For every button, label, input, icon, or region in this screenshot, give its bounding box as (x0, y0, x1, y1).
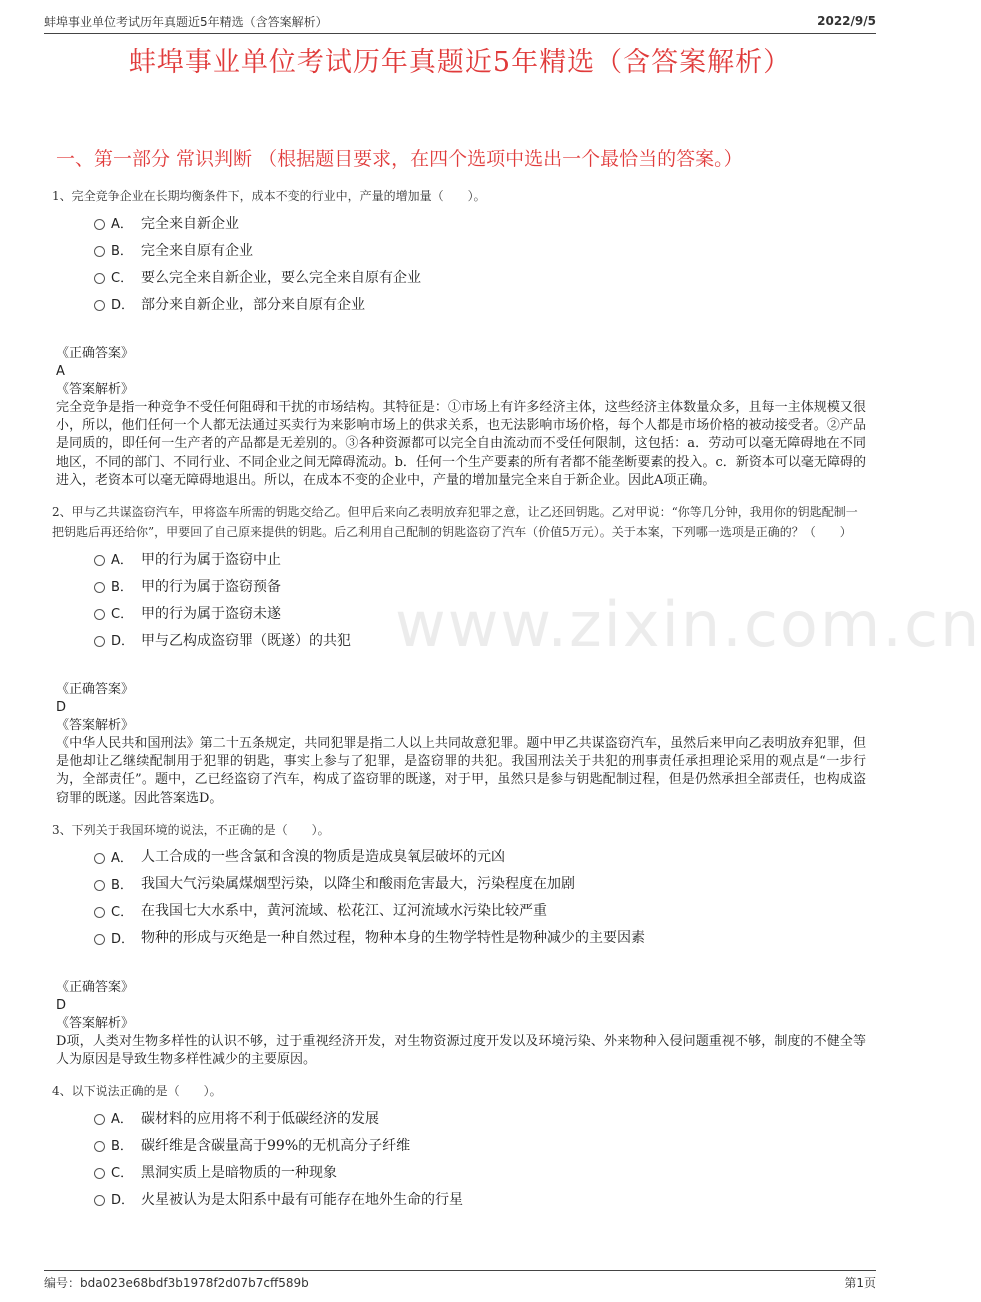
answer-label: 《正确答案》 (56, 979, 135, 995)
option-b[interactable] (94, 236, 866, 263)
option-letter: A． (111, 553, 133, 569)
radio-icon[interactable] (94, 934, 105, 945)
answer-value: A (56, 364, 65, 379)
option-b[interactable] (94, 1131, 866, 1158)
option-text: 物种的形成与灭绝是一种自然过程，物种本身的生物学特性是物种减少的主要因素 (141, 930, 645, 947)
option-text: 碳材料的应用将不利于低碳经济的发展 (141, 1110, 379, 1127)
radio-icon[interactable] (94, 609, 105, 620)
document-title: 蚌埠事业单位考试历年真题近5年精选（含答案解析） (128, 47, 792, 78)
question-1 (52, 186, 866, 490)
question-4 (52, 1081, 866, 1212)
option-text: 在我国七大水系中，黄河流域、松花江、辽河流域水污染比较严重 (141, 903, 547, 920)
answer-value: D (56, 997, 67, 1013)
option-letter: B． (111, 877, 133, 893)
footer-code: 编号：bda023e68bdf3b1978f2d07b7cff589b (44, 1276, 309, 1290)
option-text: 完全来自原有企业 (141, 242, 253, 259)
option-list (94, 209, 866, 317)
option-letter: C． (111, 904, 134, 920)
option-b[interactable] (94, 870, 866, 897)
option-text: 人工合成的一些含氯和含溴的物质是造成臭氧层破坏的元凶 (141, 849, 505, 866)
question-list (52, 186, 866, 1240)
radio-icon[interactable] (94, 880, 105, 891)
radio-icon[interactable] (94, 219, 105, 230)
option-d[interactable] (94, 290, 866, 317)
option-text: 甲的行为属于盗窃未遂 (141, 605, 281, 622)
option-letter: D． (111, 634, 135, 650)
answer-value: D (56, 700, 67, 716)
option-letter: C． (111, 607, 134, 623)
page-header (44, 12, 876, 34)
explanation-text: 完全竞争是指一种竞争不受任何阻碍和干扰的市场结构。其特征是：①市场上有许多经济主体，这些经济主体数量众多，且每一主体规模又很小，所以，他们任何一个人都无法通过买卖行为来影响市场上的供求关系，也无法影响市场价格，每个人都是市场价格的被动接受者。②产品是同质的，即任何一生产者的产品都是无差别的。③各种资源都可以完全自由流动而不受任何限制，这包括：a．劳动可以毫无障碍地在不同地区，不同的部门、不同行业、不同企业之间无障碍流动。b．任何一个生产要素的所有者都不能垄断要素的投入。c．新资本可以毫无障碍的进入，老资本可以毫无障碍地退出。所以，在成本不变的企业中，产量的增加量完全来自于新企业。因此A项正确。 (56, 400, 866, 488)
radio-icon[interactable] (94, 246, 105, 257)
option-c[interactable] (94, 1158, 866, 1185)
page-footer (44, 1270, 876, 1291)
option-c[interactable] (94, 897, 866, 924)
radio-icon[interactable] (94, 300, 105, 311)
explanation-label: 《答案解析》 (56, 1015, 135, 1031)
option-a[interactable] (94, 1104, 866, 1131)
radio-icon[interactable] (94, 1168, 105, 1179)
option-a[interactable] (94, 545, 866, 572)
watermark: www.zixin.com.cn (395, 588, 981, 661)
option-text: 甲与乙构成盗窃罪（既遂）的共犯 (141, 632, 351, 649)
option-b[interactable] (94, 572, 866, 599)
question-stem: 3、下列关于我国环境的说法，不正确的是（ ）。 (52, 822, 330, 837)
explanation-label: 《答案解析》 (56, 382, 135, 397)
option-letter: B． (111, 244, 133, 259)
radio-icon[interactable] (94, 853, 105, 864)
radio-icon[interactable] (94, 1195, 105, 1206)
option-text: 碳纤维是含碳量高于99%的无机高分子纤维 (141, 1137, 411, 1154)
option-letter: B． (111, 1139, 133, 1155)
option-a[interactable] (94, 209, 866, 236)
radio-icon[interactable] (94, 1114, 105, 1125)
question-3 (52, 820, 866, 1069)
option-c[interactable] (94, 599, 866, 626)
option-list (94, 843, 866, 951)
explanation-text: D项，人类对生物多样性的认识不够，过于重视经济开发，对生物资源过度开发以及环境污染、外来物种入侵问题重视不够，制度的不健全等人为原因是导致生物多样性减少的主要原因。 (56, 1033, 866, 1068)
header-date: 2022/9/5 (817, 14, 876, 28)
option-list (94, 1104, 866, 1212)
question-2 (52, 502, 866, 808)
option-d[interactable] (94, 1185, 866, 1212)
answer-label: 《正确答案》 (56, 682, 135, 698)
question-stem: 1、完全竞争企业在长期均衡条件下，成本不变的行业中，产量的增加量（ ）。 (52, 189, 486, 203)
footer-page-number: 第1页 (844, 1276, 876, 1290)
option-letter: D． (111, 1193, 135, 1209)
option-letter: C． (111, 271, 134, 286)
radio-icon[interactable] (94, 636, 105, 647)
radio-icon[interactable] (94, 1141, 105, 1152)
option-letter: A． (111, 1112, 133, 1128)
radio-icon[interactable] (94, 555, 105, 566)
option-text: 甲的行为属于盗窃预备 (141, 578, 281, 595)
question-stem: 2、甲与乙共谋盗窃汽车，甲将盗车所需的钥匙交给乙。但甲后来向乙表明放弃犯罪之意，让乙还回钥匙。乙对甲说：“你等几分钟，我用你的钥匙配制一把钥匙后再还给你”，甲要回了自己原来提供的钥匙。后乙利用自己配制的钥匙盗窃了汽车（价值5万元）。关于本案，下列哪一选项是正确的？（ ） (52, 505, 858, 540)
option-d[interactable] (94, 626, 866, 653)
option-d[interactable] (94, 924, 866, 951)
option-letter: D． (111, 298, 135, 313)
option-text: 要么完全来自新企业，要么完全来自原有企业 (141, 269, 421, 286)
question-stem: 4、以下说法正确的是（ ）。 (52, 1084, 222, 1099)
explanation-text: 《中华人民共和国刑法》第二十五条规定，共同犯罪是指二人以上共同故意犯罪。题中甲乙共谋盗窃汽车，虽然后来甲向乙表明放弃犯罪，但是他却让乙继续配制用于犯罪的钥匙，事实上参与了犯罪，是盗窃罪的共犯。我国刑法关于共犯的刑事责任承担理论采用的观点是“一步行为，全部责任”。题中，乙已经盗窃了汽车，构成了盗窃罪的既遂，对于甲，虽然只是参与钥匙配制过程，但是仍然承担全部责任，也构成盗窃罪的既遂。因此答案选D。 (56, 736, 866, 806)
option-text: 火星被认为是太阳系中最有可能存在地外生命的行星 (141, 1191, 463, 1208)
option-letter: A． (111, 217, 133, 232)
option-letter: B． (111, 580, 133, 596)
option-list (94, 545, 866, 653)
option-a[interactable] (94, 843, 866, 870)
radio-icon[interactable] (94, 582, 105, 593)
explanation-label: 《答案解析》 (56, 718, 135, 734)
radio-icon[interactable] (94, 907, 105, 918)
option-text: 部分来自新企业，部分来自原有企业 (141, 296, 365, 313)
option-letter: D． (111, 931, 135, 947)
option-c[interactable] (94, 263, 866, 290)
option-text: 我国大气污染属煤烟型污染，以降尘和酸雨危害最大，污染程度在加剧 (141, 876, 575, 893)
answer-label: 《正确答案》 (56, 346, 135, 361)
option-text: 黑洞实质上是暗物质的一种现象 (141, 1164, 337, 1181)
option-letter: A． (111, 850, 133, 866)
radio-icon[interactable] (94, 273, 105, 284)
option-text: 甲的行为属于盗窃中止 (141, 551, 281, 568)
option-letter: C． (111, 1166, 134, 1182)
option-text: 完全来自新企业 (141, 215, 239, 232)
header-doc-name: 蚌埠事业单位考试历年真题近5年精选（含答案解析） (44, 14, 328, 29)
section-title: 一、第一部分 常识判断 （根据题目要求，在四个选项中选出一个最恰当的答案。） (56, 148, 743, 170)
